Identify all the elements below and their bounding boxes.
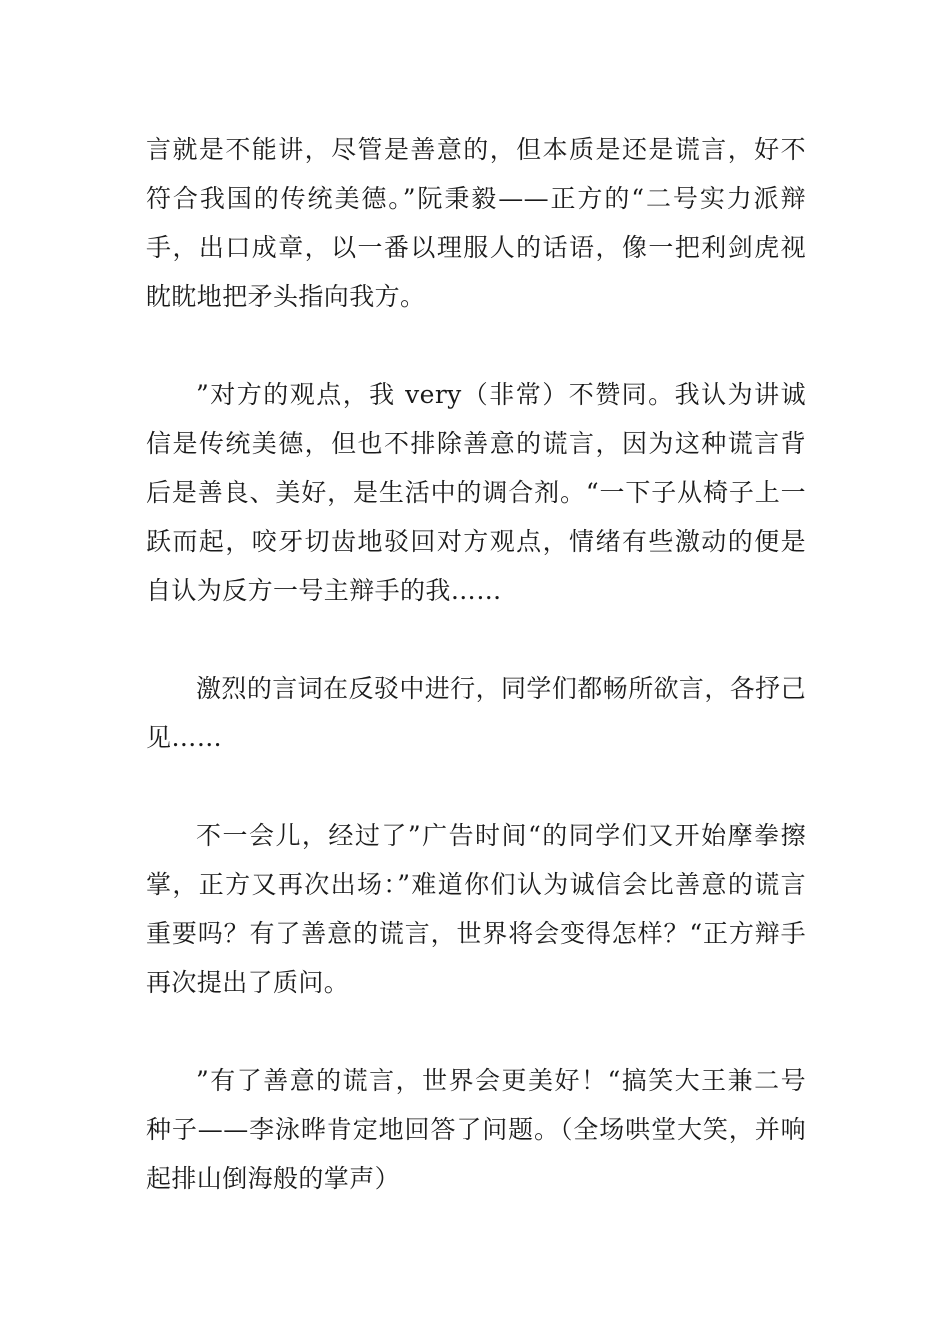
document-body — [146, 125, 806, 1203]
paragraph-3: 激烈的言词在反驳中进行，同学们都畅所欲言，各抒己见…… — [146, 674, 806, 752]
paragraph-1: 言就是不能讲，尽管是善意的，但本质是还是谎言，好不符合我国的传统美德。”阮秉毅——正方的“二号实力派辩手，出口成章，以一番以理服人的话语，像一把利剑虎视眈眈地把矛头指向我方。 — [146, 135, 806, 311]
paragraph-4: 不一会儿，经过了”广告时间“的同学们又开始摩拳擦掌，正方又再次出场：”难道你们认为诚信会比善意的谎言重要吗？有了善意的谎言，世界将会变得怎样？“正方辩手再次提出了质问。 — [146, 821, 806, 997]
paragraph-5: ”有了善意的谎言，世界会更美好！“搞笑大王兼二号种子——李泳晔肯定地回答了问题。（全场哄堂大笑，并响起排山倒海般的掌声） — [146, 1066, 806, 1193]
paragraph-2: ”对方的观点，我 very（非常）不赞同。我认为讲诚信是传统美德，但也不排除善意的谎言，因为这种谎言背后是善良、美好，是生活中的调合剂。“一下子从椅子上一跃而起，咬牙切齿地驳回对方观点，情绪有些激动的便是自认为反方一号主辩手的我…… — [146, 380, 806, 605]
